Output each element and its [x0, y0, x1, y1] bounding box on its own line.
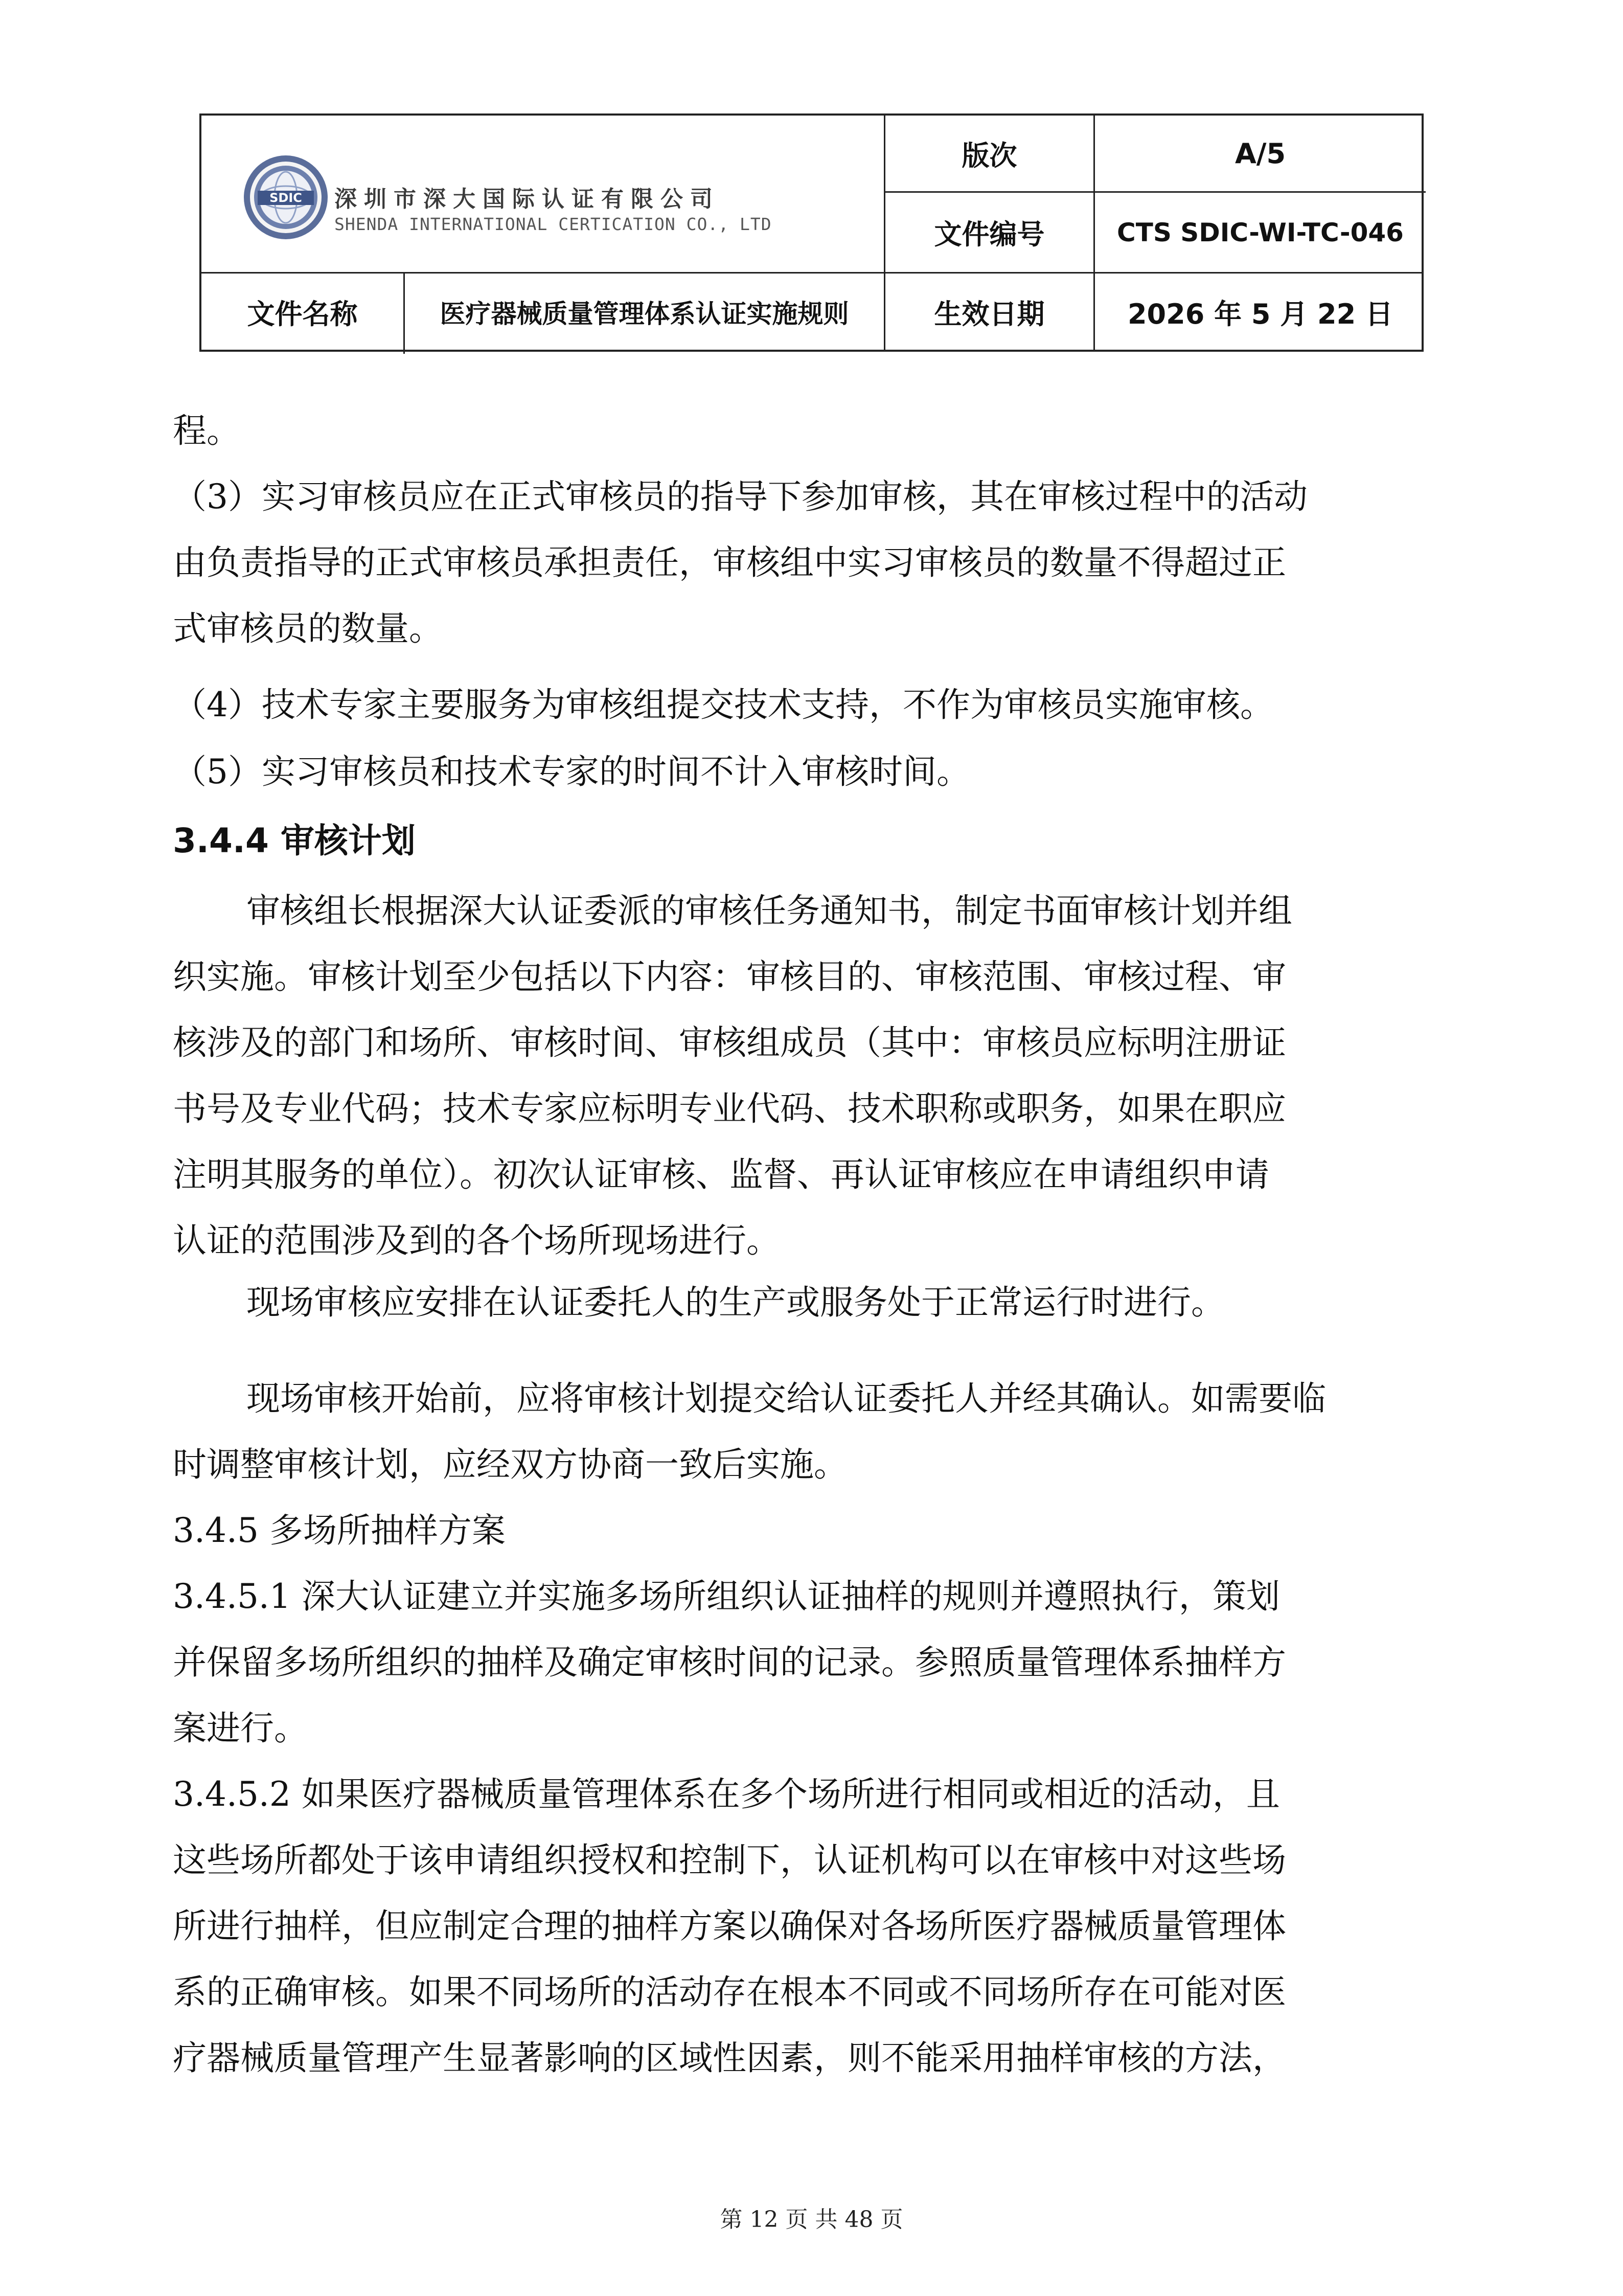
text-line: （5）实习审核员和技术专家的时间不计入审核时间。 — [173, 752, 970, 791]
text-line: 审核组长根据深大认证委派的审核任务通知书，制定书面审核计划并组 — [246, 891, 1292, 930]
text-line: 疗器械质量管理产生显著影响的区域性因素，则不能采用抽样审核的方法， — [173, 2038, 1286, 2078]
section-heading: 3.4.4 审核计划 — [173, 821, 416, 860]
text-line: 核涉及的部门和场所、审核时间、审核组成员（其中：审核员应标明注册证 — [173, 1023, 1286, 1062]
text-line: 现场审核应安排在认证委托人的生产或服务处于正常运行时进行。 — [246, 1283, 1225, 1322]
version-value: A/5 — [1235, 137, 1286, 170]
text-line: 时调整审核计划，应经双方协商一致后实施。 — [173, 1445, 848, 1484]
text-line: 3.4.5.1 深大认证建立并实施多场所组织认证抽样的规则并遵照执行，策划 — [173, 1577, 1280, 1616]
text-line: 书号及专业代码；技术专家应标明专业代码、技术职称或职务，如果在职应 — [173, 1089, 1286, 1128]
company-name-cn: 深圳市深大国际认证有限公司 — [334, 186, 720, 212]
doc-name-value: 医疗器械质量管理体系认证实施规则 — [440, 299, 849, 329]
text-line: 这些场所都处于该申请组织授权和控制下，认证机构可以在审核中对这些场 — [173, 1840, 1286, 1880]
version-label: 版次 — [962, 139, 1017, 172]
section-heading: 3.4.5 多场所抽样方案 — [173, 1511, 506, 1550]
company-logo — [242, 149, 772, 271]
svg-text:SDIC: SDIC — [269, 191, 302, 205]
effective-date-label: 生效日期 — [934, 298, 1045, 330]
text-line: 3.4.5.2 如果医疗器械质量管理体系在多个场所进行相同或相近的活动，且 — [173, 1775, 1280, 1814]
doc-name-label: 文件名称 — [247, 298, 358, 330]
text-line: 并保留多场所组织的抽样及确定审核时间的记录。参照质量管理体系抽样方 — [173, 1643, 1286, 1682]
text-line: 系的正确审核。如果不同场所的活动存在根本不同或不同场所存在可能对医 — [173, 1972, 1286, 2012]
text-line: （4）技术专家主要服务为审核组提交技术支持，不作为审核员实施审核。 — [173, 685, 1274, 724]
text-line: 现场审核开始前，应将审核计划提交给认证委托人并经其确认。如需要临 — [246, 1379, 1326, 1418]
doc-number-value: CTS SDIC-WI-TC-046 — [1117, 217, 1404, 247]
page-number: 第 12 页 共 48 页 — [720, 2207, 903, 2233]
company-name-en: SHENDA INTERNATIONAL CERTICATION CO., LTD — [334, 214, 772, 234]
text-line: 案进行。 — [173, 1709, 308, 1748]
text-line: 所进行抽样，但应制定合理的抽样方案以确保对各场所医疗器械质量管理体 — [173, 1906, 1286, 1946]
text-line: 式审核员的数量。 — [173, 609, 443, 648]
sdic-seal-icon — [242, 154, 329, 241]
effective-date-value: 2026 年 5 月 22 日 — [1127, 298, 1393, 330]
text-line: 织实施。审核计划至少包括以下内容：审核目的、审核范围、审核过程、审 — [173, 957, 1286, 996]
header-table — [199, 113, 1424, 352]
text-line: 程。 — [173, 411, 240, 450]
text-line: （3）实习审核员应在正式审核员的指导下参加审核，其在审核过程中的活动 — [173, 477, 1308, 516]
doc-number-label: 文件编号 — [934, 218, 1045, 251]
text-line: 注明其服务的单位）。初次认证审核、监督、再认证审核应在申请组织申请 — [173, 1155, 1269, 1194]
text-line: 认证的范围涉及到的各个场所现场进行。 — [173, 1221, 780, 1260]
text-line: 由负责指导的正式审核员承担责任，审核组中实习审核员的数量不得超过正 — [173, 543, 1286, 582]
